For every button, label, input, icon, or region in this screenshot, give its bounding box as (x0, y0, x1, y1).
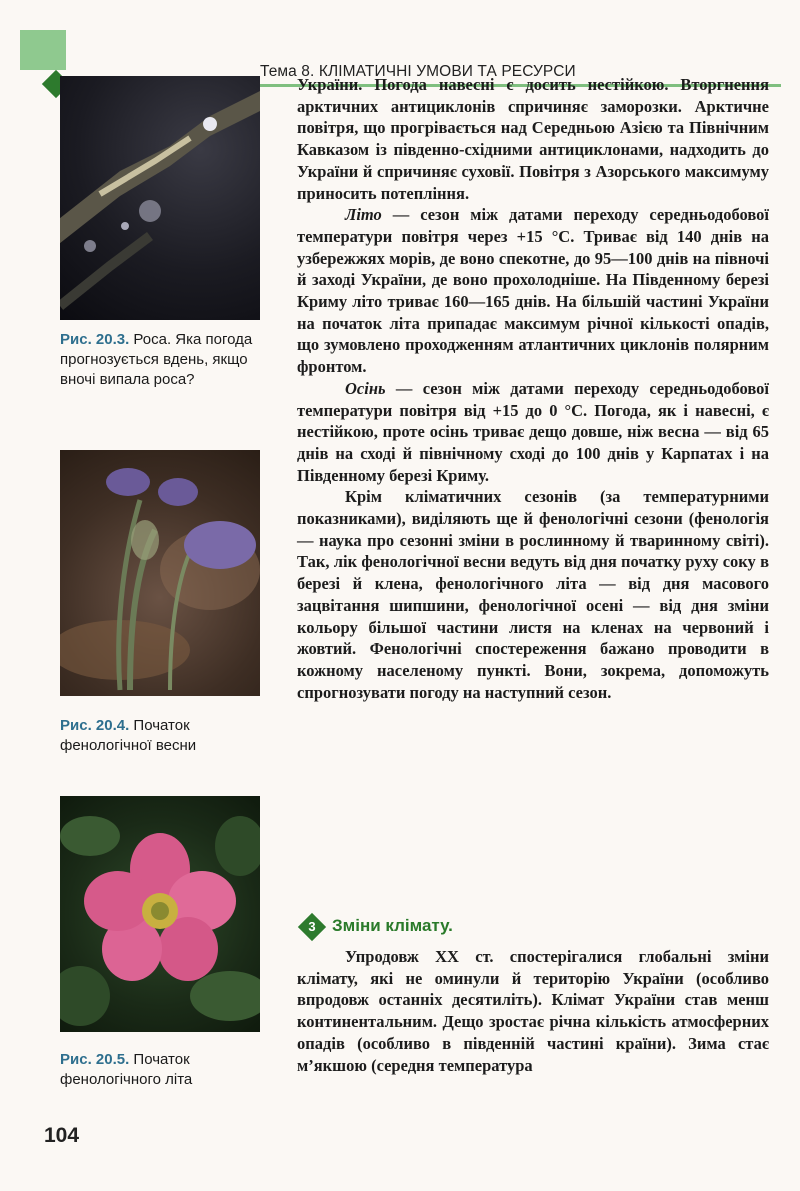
paragraph-climate-change: Упродовж ХХ ст. спостерігалися глобальні зміни клімату, які не оминули й територію України (особливо впродовж останніх десятиліть). Клімат України став менш континентальним. Дещо зростає річна кількість атмосферних опадів (особливо в південній частині країни). Зима стає м’якшою (середня температура (297, 947, 769, 1075)
main-text-column (297, 74, 769, 703)
header-decor-block (20, 30, 66, 70)
term-autumn: Осінь (345, 378, 386, 398)
paragraph-phenology: Крім кліматичних сезонів (за температурними показниками), виділяють ще й фенологічні сезони (фенологія — наука про сезонні зміни в рослинному й тваринному світі). Так, лік фенологічної весни ведуть від дня початку руху соку в березі й клена, фенологічного літа — від дня масового зацвітання шипшини, фенологічної осені — від дня зміни кольору більшої частини листя на кленах на червоний і жовтий. Фенологічні спостереження бажано проводити в кожному населеному пункті. Вони, зокрема, допоможуть спрогнозувати погоду на наступний сезон. (297, 487, 769, 702)
term-summer: Літо (345, 205, 382, 225)
figure-caption-20-5: Рис. 20.5. Початок фенологічного літа (60, 1051, 193, 1088)
climate-change-text (297, 946, 769, 1076)
figure-caption-20-3: Рис. 20.3. Роса. Яка погода прогнозується вдень, якщо вночі випала роса? (60, 331, 253, 388)
page-number: 104 (44, 1124, 80, 1147)
page-header (0, 30, 800, 80)
paragraph-autumn: Осінь — сезон між датами переходу середньодобової температури повітря від +15 до 0 °С. Погода, як і навесні, є нестійкою, проте осінь триває дещо довше, ніж весна — від 65 днів на сході й північному сході до 100 днів у Карпатах і на Південному березі Криму. (297, 378, 769, 485)
dew-photo (60, 76, 260, 320)
paragraph-summer: Літо — сезон між датами переходу середньодобової температури повітря через +15 °С. Триває від 140 днів на узбережжях морів, де воно спекотне, до 95—100 днів на півночі й заході України, де воно прохолодніше. На Південному березі Криму літо триває 160—165 днів. На більшій частині України на початок літа припадає максимум річної кількості опадів, що зумовлено проходженням атлантичних циклонів полярним фронтом. (297, 205, 769, 377)
pasque-flower-photo (60, 450, 260, 696)
figure-caption-20-4: Рис. 20.4. Початок фенологічної весни (60, 717, 197, 754)
wild-rose-photo (60, 796, 260, 1032)
chapter-title: Тема 8. КЛІМАТИЧНІ УМОВИ ТА РЕСУРСИ (260, 63, 576, 80)
section-number-icon: 3 (298, 912, 326, 940)
section-heading: 3 Зміни клімату. (302, 916, 453, 946)
paragraph-spring: України. Погода навесні є досить нестійкою. Вторгнення арктичних антициклонів спричиняє заморозки. Арктичне повітря, що прогрівається над Середньою Азією та Північним Кавказом із південно-східними антициклонами, надходить до України й спричиняє суховії. Повітря з Азорського максимуму приносить потепління. (297, 75, 769, 203)
